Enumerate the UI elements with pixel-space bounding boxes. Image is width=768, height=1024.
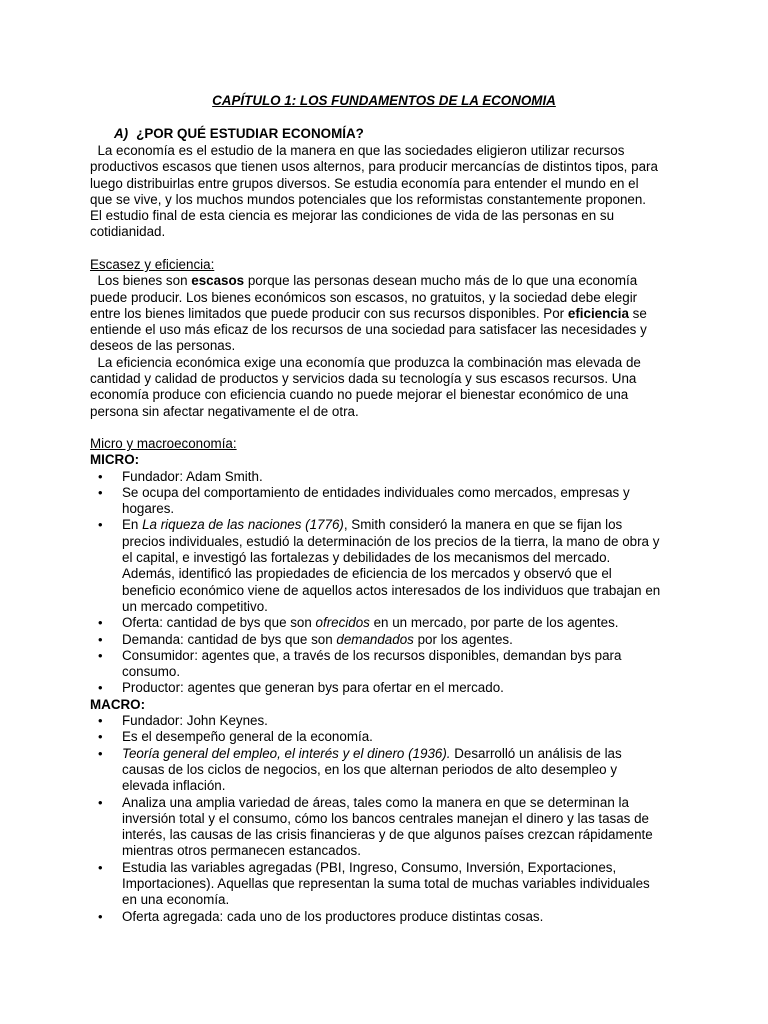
- section-letter: A): [114, 126, 129, 141]
- paragraph-line: La eficiencia económica exige una economía que produzca la combinación mas elevada de: [90, 354, 641, 370]
- escasez-section: [90, 257, 690, 420]
- section-a-paragraph: [90, 143, 690, 241]
- list-item: • Demanda: cantidad de bys que son demandados por los agentes.: [90, 632, 690, 648]
- section-a-heading: [114, 126, 364, 142]
- list-item: • Productor: agentes que generan bys para ofertar en el mercado.: [90, 680, 690, 696]
- micro-macro-section: [90, 436, 690, 925]
- macro-label: MACRO:: [90, 696, 146, 712]
- paragraph-line: persona sin afectar negativamente el de otra.: [90, 403, 359, 419]
- list-item: • Estudia las variables agregadas (PBI, Ingreso, Consumo, Inversión, Exportaciones, Importaciones). Aquellas que representan la suma total de muchas variables individuales en una economía.: [90, 860, 690, 909]
- escasez-heading: Escasez y eficiencia:: [90, 257, 215, 272]
- paragraph-line: La economía es el estudio de la manera en que las sociedades eligieron utilizar recursos: [90, 143, 625, 158]
- paragraph-line: economía produce con eficiencia cuando no puede mejorar el bienestar económico de una: [90, 387, 629, 403]
- escasos-term: escasos: [191, 273, 245, 289]
- paragraph-line: cotidianidad.: [90, 224, 166, 240]
- book-title: La riqueza de las naciones (1776): [142, 517, 344, 533]
- paragraph-line: Los bienes son escasos porque las personas desean mucho más de lo que una economía: [90, 273, 638, 289]
- paragraph-line: deseos de las personas.: [90, 338, 236, 354]
- list-item: • Fundador: Adam Smith.: [90, 469, 690, 485]
- list-item: • Se ocupa del comportamiento de entidades individuales como mercados, empresas y hogares.: [90, 485, 690, 518]
- paragraph-line: productivos escasos que tienen usos alternos, para producir mercancías de distintos tipos, para: [90, 159, 658, 175]
- macro-list: [90, 713, 690, 925]
- eficiencia-term: eficiencia: [567, 305, 629, 321]
- paragraph-line: puede producir. Los bienes económicos son escasos, no gratuitos, y la sociedad debe elegir: [90, 289, 638, 305]
- paragraph-line: luego distribuirlas entre grupos diversos. Se estudia economía para entender el mundo en el: [90, 175, 639, 191]
- list-item: • Consumidor: agentes que, a través de los recursos disponibles, demandan bys para consumo.: [90, 648, 690, 681]
- micro-label: MICRO:: [90, 452, 140, 468]
- paragraph-line: entiende el uso más eficaz de los recursos de una sociedad para satisfacer las necesidades y: [90, 322, 647, 338]
- section-heading-text: ¿POR QUÉ ESTUDIAR ECONOMÍA?: [136, 126, 364, 141]
- paragraph-line: cantidad y calidad de productos y servicios dada su tecnología y sus escasos recursos. Una: [90, 371, 637, 387]
- list-item: • Analiza una amplia variedad de áreas, tales como la manera en que se determinan la inversión total y el consumo, cómo los bancos centrales manejan el dinero y las tasas de interés, las causas de las crisis financieras y de que algunos países crezcan rápidamente mientras otros permanecen estancados.: [90, 795, 690, 860]
- list-item: • Oferta agregada: cada uno de los productores produce distintas cosas.: [90, 909, 690, 925]
- list-item: • En La riqueza de las naciones (1776), Smith consideró la manera en que se fijan los precios individuales, estudió la determinación de los precios de la tierra, la mano de obra y el capital, e investigó las fortalezas y debilidades de los mecanismos del mercado. Además, identificó las propiedades de eficiencia de los mercados y observó que el beneficio económico viene de aquellos actos interesados de los individuos que trabajan en un mercado competitivo.: [90, 517, 690, 615]
- list-item: • Oferta: cantidad de bys que son ofrecidos en un mercado, por parte de los agentes.: [90, 615, 690, 631]
- micro-macro-heading: Micro y macroeconomía:: [90, 436, 237, 451]
- list-item: • Es el desempeño general de la economía.: [90, 729, 690, 745]
- book-title: Teoría general del empleo, el interés y el dinero (1936).: [122, 745, 451, 761]
- paragraph-line: El estudio final de esta ciencia es mejorar las condiciones de vida de las personas en su: [90, 208, 615, 224]
- paragraph-line: que se vive, y los muchos mundos potenciales que los reformistas constantemente proponen.: [90, 191, 647, 207]
- micro-list: [90, 469, 690, 697]
- chapter-title: CAPÍTULO 1: LOS FUNDAMENTOS DE LA ECONOMIA: [212, 93, 556, 108]
- list-item: • Fundador: John Keynes.: [90, 713, 690, 729]
- list-item: • Teoría general del empleo, el interés y el dinero (1936). Desarrolló un análisis de las causas de los ciclos de negocios, en los que alternan periodos de alto desempleo y elevada inflación.: [90, 746, 690, 795]
- paragraph-line: entre los bienes limitados que puede producir con sus recursos disponibles. Por eficiencia se: [90, 305, 647, 321]
